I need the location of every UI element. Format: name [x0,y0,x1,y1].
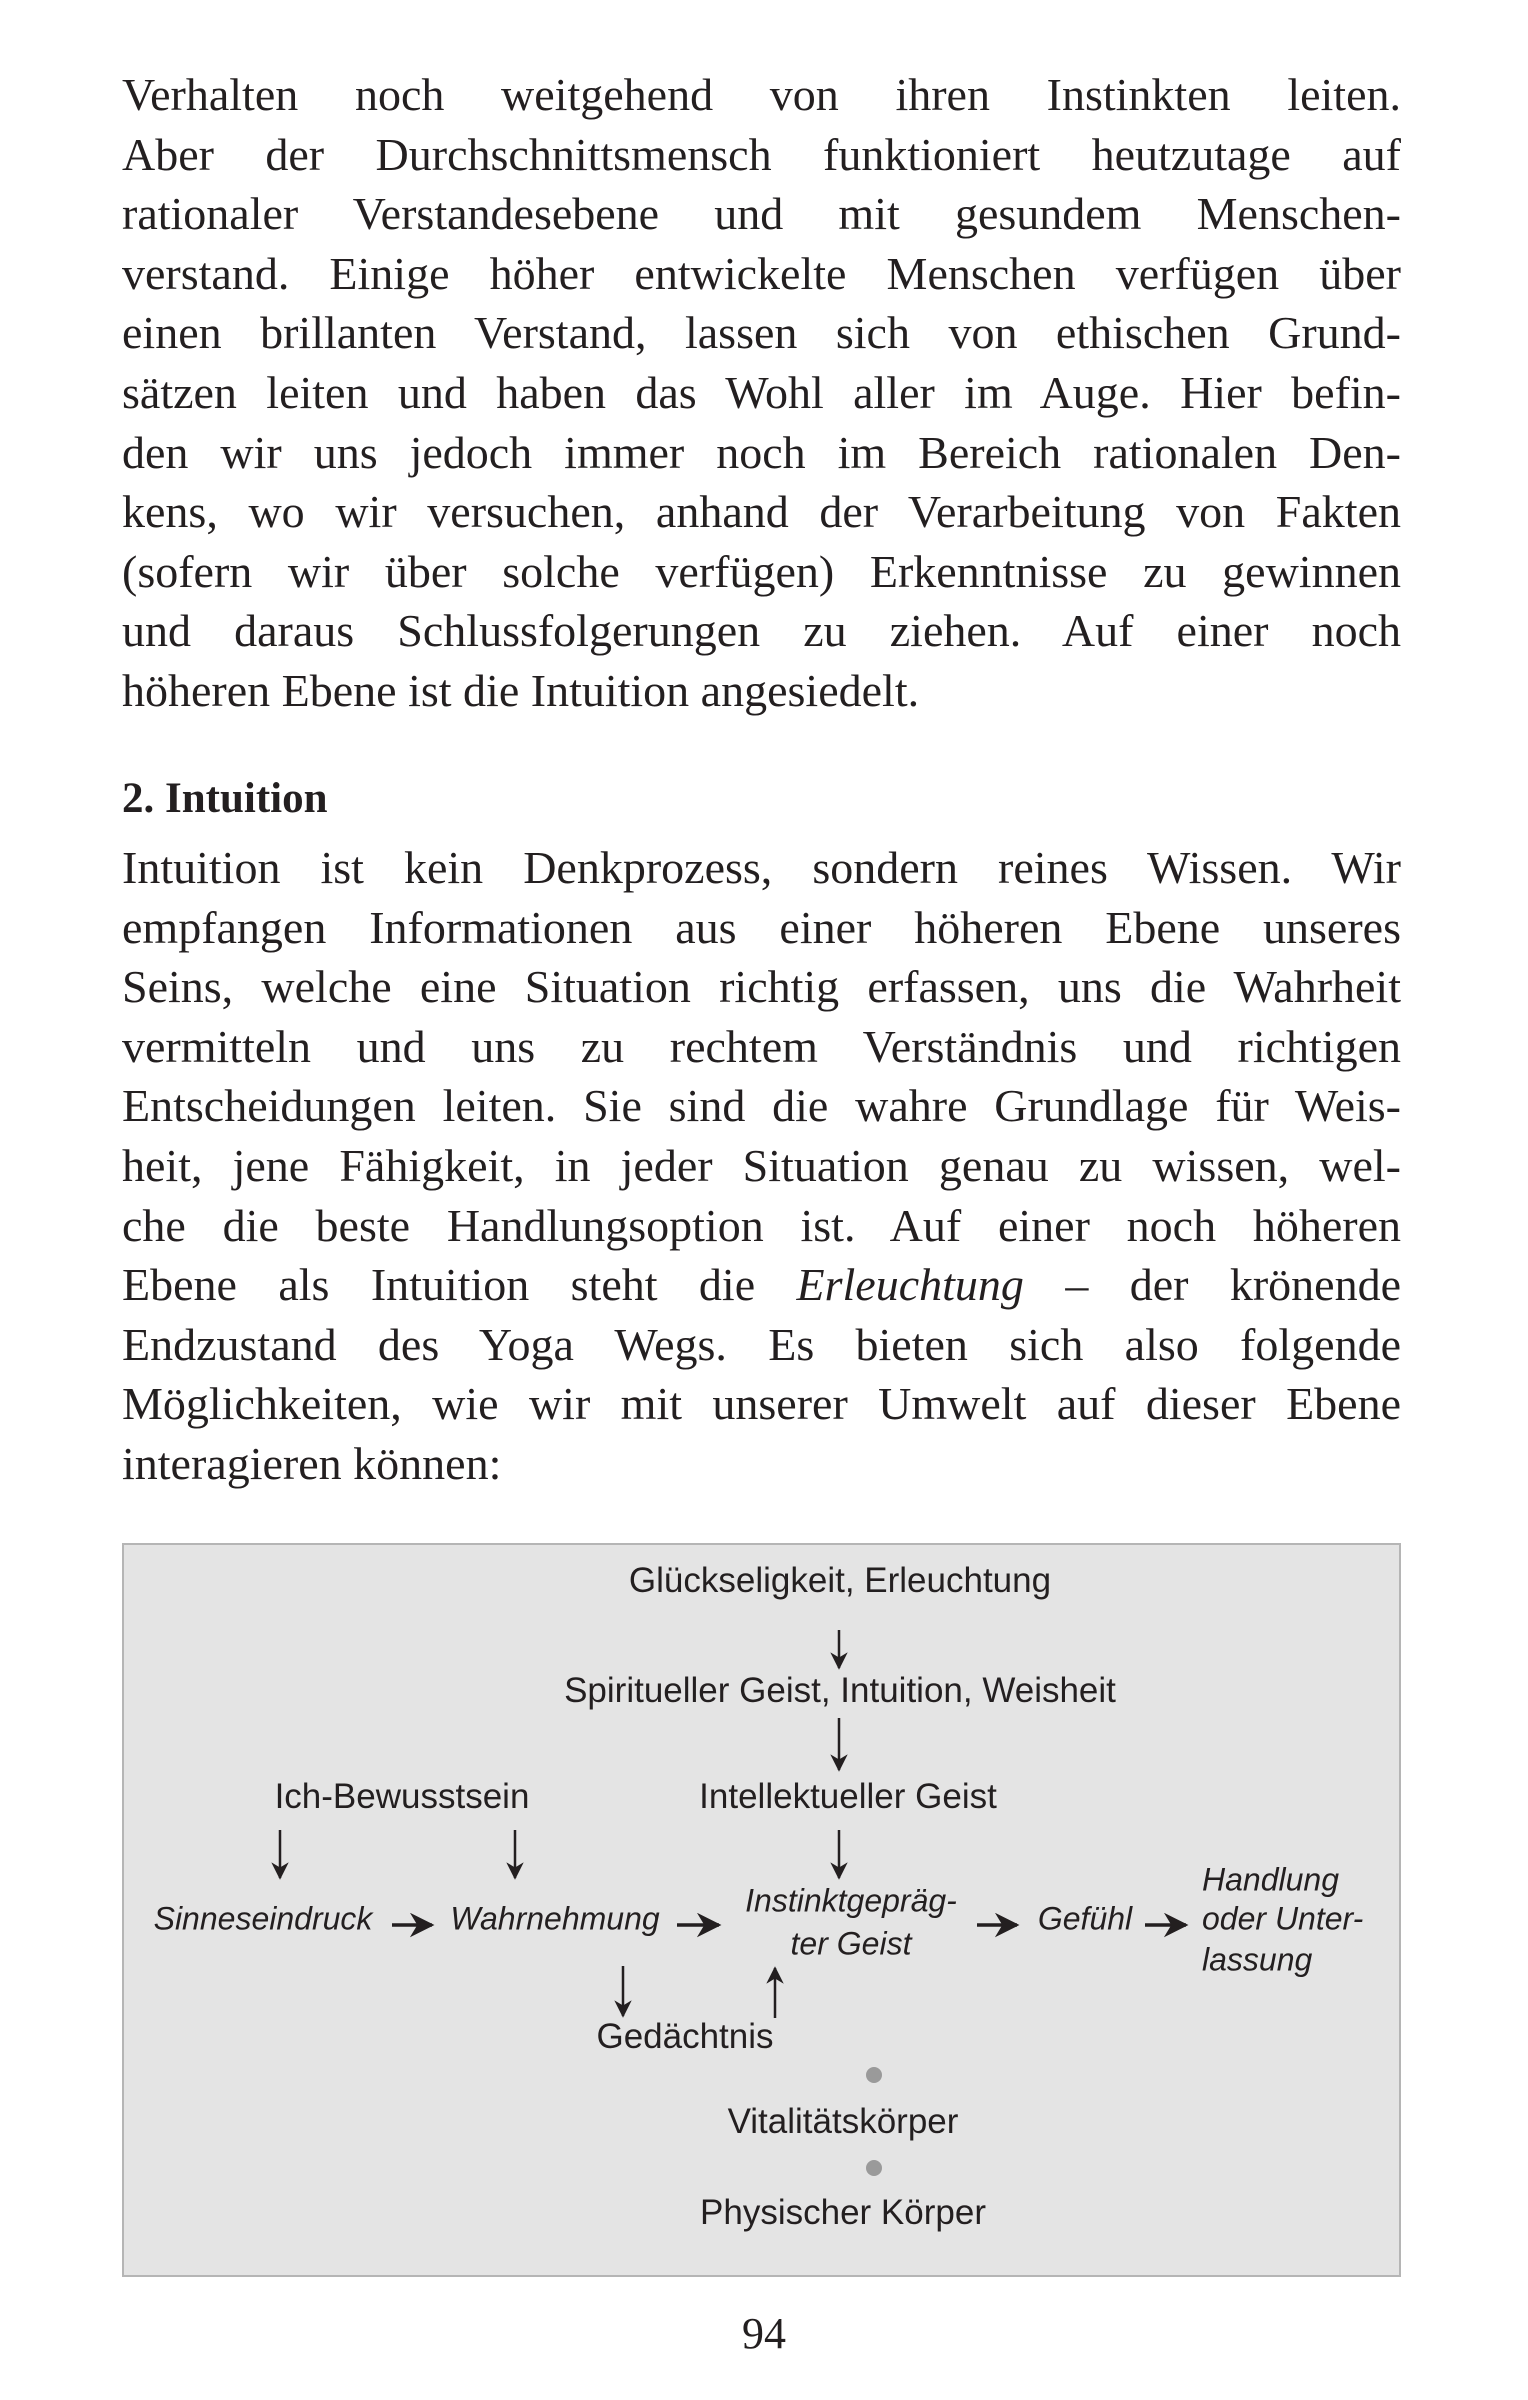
text-line: Verhalten noch weitgehend von ihren Instinkten leiten. [122,69,1401,120]
text-line: Entscheidungen leiten. Sie sind die wahre Grundlage für Weis- [122,1080,1401,1132]
text-line: Seins, welche eine Situation richtig erfassen, uns die Wahrheit [122,961,1401,1013]
label-vital-body: Vitalitätskörper [727,2102,959,2141]
label-action-3: lassung [1202,1941,1313,1978]
emphasis: Erleuchtung [796,1259,1024,1311]
text-line: heit, jene Fähigkeit, in jeder Situation genau zu wissen, wel- [122,1139,1401,1191]
text-line: interagieren können: [122,1437,502,1489]
text-line: Möglichkeiten, wie wir mit unserer Umwelt auf dieser Ebene [122,1378,1401,1430]
label-bliss: Glückseligkeit, Erleuchtung [628,1561,1052,1600]
text-line [122,1255,1401,1315]
text-line: sätzen leiten und haben das Wohl aller im Auge. Hier befin- [122,366,1401,418]
text-line: Aber der Durchschnittsmensch funktioniert heutzutage auf [122,128,1401,180]
text-line: rationaler Verstandesebene und mit gesundem Menschen- [122,188,1401,240]
text-line: einen brillanten Verstand, lassen sich von ethischen Grund- [122,307,1401,359]
label-ego: Ich-Bewusstsein [274,1777,530,1816]
text-line: kens, wo wir versuchen, anhand der Verarbeitung von Fakten [122,486,1401,538]
label-physical-body: Physischer Körper [700,2193,986,2232]
text-line: vermitteln und uns zu rechtem Verständnis und richtigen [122,1020,1401,1072]
label-instinct-1: Instinktgepräg- [745,1882,957,1919]
section-heading: 2. Intuition [122,775,328,822]
label-perception: Wahrnehmung [450,1900,660,1937]
text-line: höheren Ebene ist die Intuition angesiedelt. [122,664,920,716]
text-line: Endzustand des Yoga Wegs. Es bieten sich also folgende [122,1318,1401,1370]
text-line: empfangen Informationen aus einer höheren Ebene unseres [122,901,1401,953]
paragraph-2 [122,838,1401,1494]
label-spiritual-mind: Spiritueller Geist, Intuition, Weisheit [564,1671,1116,1710]
text-segment: – der krönende [1023,1259,1402,1311]
label-instinct-2: ter Geist [790,1925,912,1962]
label-feeling: Gefühl [1037,1900,1133,1937]
label-memory: Gedächtnis [596,2017,774,2056]
text-line: (sofern wir über solche verfügen) Erkenntnisse zu gewinnen [122,545,1401,597]
text-line: den wir uns jedoch immer noch im Bereich rationalen Den- [122,426,1401,478]
text-line: che die beste Handlungsoption ist. Auf einer noch höheren [122,1199,1401,1251]
text-line: und daraus Schlussfolgerungen zu ziehen. Auf einer noch [122,605,1401,657]
paragraph-1 [122,65,1401,721]
text-line: Intuition ist kein Denkprozess, sondern reines Wissen. Wir [122,842,1401,893]
label-intellect: Intellektueller Geist [699,1777,997,1816]
label-sense-impression: Sinneseindruck [153,1900,373,1937]
label-action-1: Handlung [1202,1861,1339,1898]
text-line: verstand. Einige höher entwickelte Menschen verfügen über [122,247,1401,299]
label-action-2: oder Unter- [1202,1900,1364,1937]
page-number: 94 [742,2309,786,2358]
text-segment: Ebene als Intuition steht die [122,1259,797,1311]
